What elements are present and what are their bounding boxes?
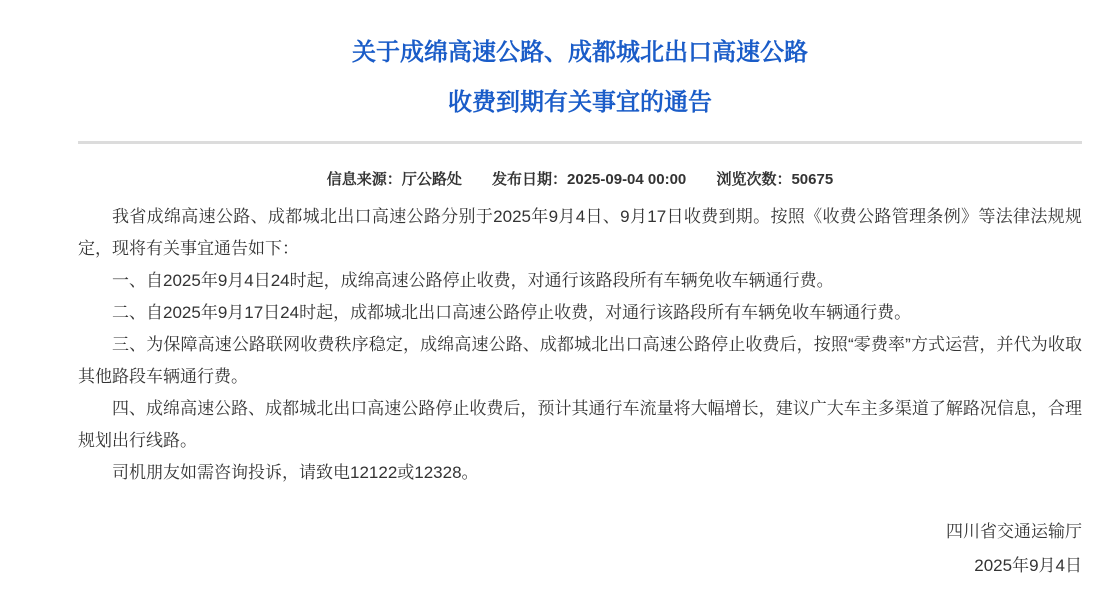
page-title: [78, 28, 1082, 128]
meta-publish-date: [492, 168, 686, 189]
article-meta: [78, 168, 1082, 189]
page-title-line1: 关于成绵高速公路、成都城北出口高速公路: [352, 39, 808, 66]
meta-view-count: [716, 168, 833, 189]
notice-paragraph-item-1: 一、自2025年9月4日24时起，成绵高速公路停止收费，对通行该路段所有车辆免收车辆通行费。: [112, 271, 834, 290]
meta-views-label: 浏览次数：: [716, 171, 792, 188]
notice-paragraph-intro: 我省成绵高速公路、成都城北出口高速公路分别于2025年9月4日、9月17日收费到期。按照《收费公路管理条例》等法律法规规定，现将有关事宜通告如下：: [78, 207, 1082, 258]
meta-views-value: 50675: [791, 171, 834, 188]
signature-org: 四川省交通运输厅: [946, 522, 1082, 541]
page-title-line2: 收费到期有关事宜的通告: [448, 89, 712, 116]
signature-date: 2025年9月4日: [974, 556, 1082, 575]
meta-date-label: 发布日期：: [492, 171, 568, 188]
notice-paragraph-contact: 司机朋友如需咨询投诉，请致电12122或12328。: [112, 463, 479, 482]
signature-block: [78, 515, 1082, 583]
meta-source-value: 厅公路处: [401, 171, 462, 188]
meta-source-label: 信息来源：: [326, 171, 402, 188]
title-divider: [78, 141, 1082, 144]
meta-date-value: 2025-09-04 00:00: [567, 171, 687, 188]
notice-article: [78, 0, 1082, 583]
article-body: [78, 201, 1082, 489]
notice-paragraph-item-3: 三、为保障高速公路联网收费秩序稳定，成绵高速公路、成都城北出口高速公路停止收费后，按照“零费率”方式运营，并代为收取其他路段车辆通行费。: [78, 335, 1082, 386]
notice-paragraph-item-4: 四、成绵高速公路、成都城北出口高速公路停止收费后，预计其通行车流量将大幅增长，建议广大车主多渠道了解路况信息，合理规划出行线路。: [78, 399, 1082, 450]
meta-source: [327, 168, 462, 189]
notice-paragraph-item-2: 二、自2025年9月17日24时起，成都城北出口高速公路停止收费，对通行该路段所有车辆免收车辆通行费。: [112, 303, 912, 322]
